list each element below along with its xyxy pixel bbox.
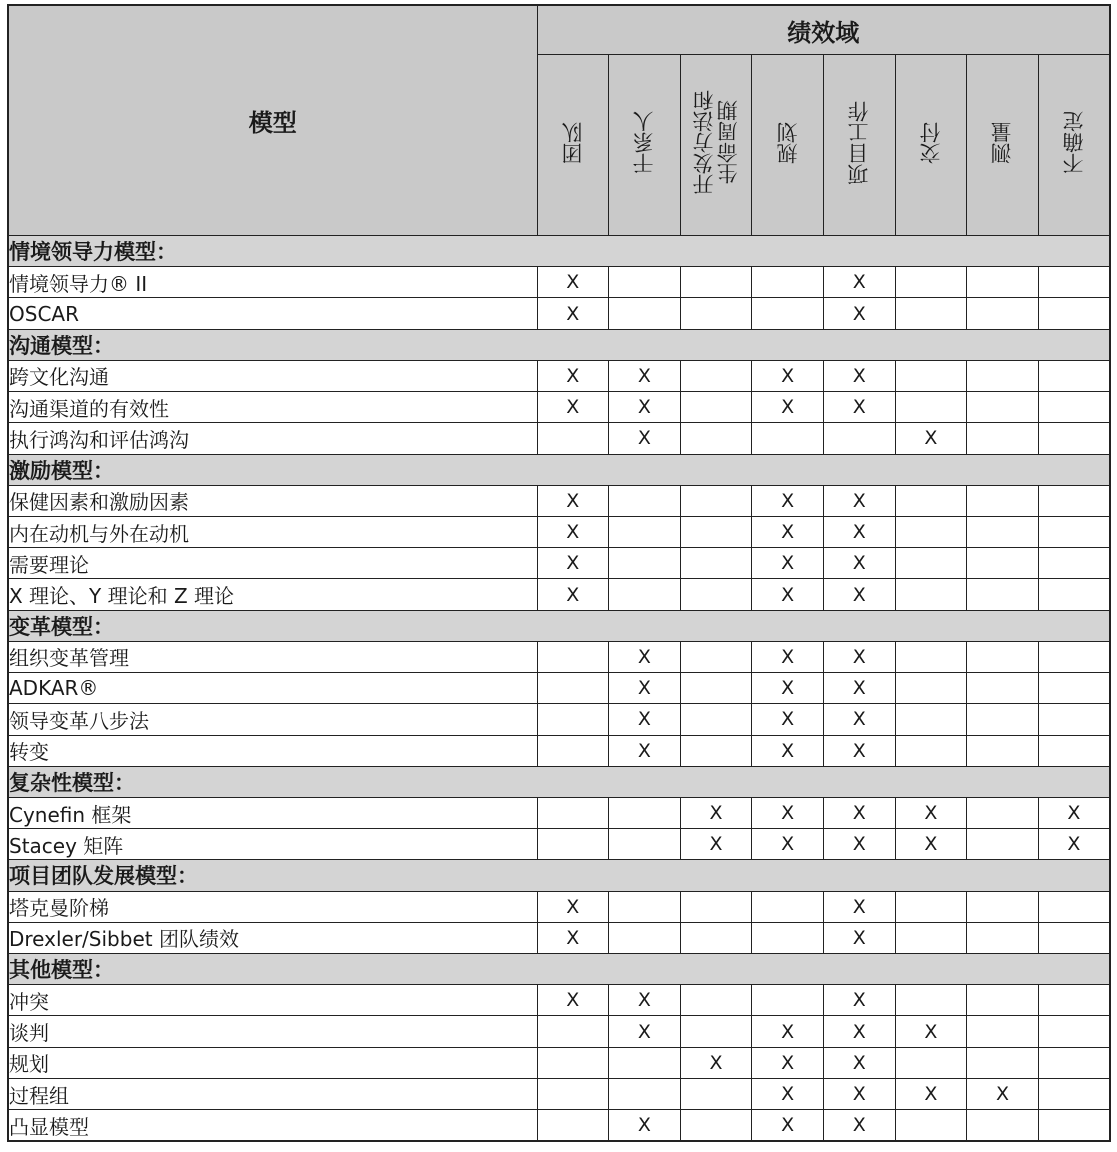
domain-mark-cell: X [609, 1016, 681, 1047]
domain-mark-cell: X [752, 673, 824, 704]
model-row [8, 267, 1110, 298]
domain-mark-cell [967, 704, 1039, 735]
matrix-body [8, 236, 1110, 1142]
domain-mark-cell [1038, 735, 1110, 766]
domain-mark-cell [680, 1078, 752, 1109]
domain-mark-cell [680, 891, 752, 922]
domain-mark-cell [609, 267, 681, 298]
domain-mark-cell: X [824, 1047, 896, 1078]
domain-column-label: 测量 [990, 121, 1015, 164]
model-row [8, 1078, 1110, 1109]
domain-mark-cell: X [824, 267, 896, 298]
domain-mark-cell: X [824, 891, 896, 922]
domain-mark-cell [537, 1047, 609, 1078]
domain-mark-cell [680, 673, 752, 704]
domain-mark-cell [752, 891, 824, 922]
domain-mark-cell: X [537, 392, 609, 423]
domain-mark-cell [967, 298, 1039, 329]
domain-mark-cell: X [609, 735, 681, 766]
domain-mark-cell [1038, 673, 1110, 704]
domain-mark-cell [609, 829, 681, 860]
domain-column-label: 开发方法和 生命周期 [691, 90, 741, 195]
domain-mark-cell [537, 1078, 609, 1109]
domain-mark-cell [967, 267, 1039, 298]
model-domain-matrix [7, 4, 1111, 1142]
domain-mark-cell: X [537, 985, 609, 1016]
domain-mark-cell: X [537, 360, 609, 391]
model-row [8, 891, 1110, 922]
domain-mark-cell: X [824, 673, 896, 704]
model-row [8, 392, 1110, 423]
domain-mark-cell: X [752, 1110, 824, 1141]
domain-mark-cell [1038, 579, 1110, 610]
domain-mark-cell [967, 1047, 1039, 1078]
model-name: 沟通渠道的有效性 [8, 392, 537, 423]
domain-column-header [895, 55, 967, 236]
model-row [8, 1016, 1110, 1047]
domain-mark-cell [680, 267, 752, 298]
model-name: 内在动机与外在动机 [8, 516, 537, 547]
domain-mark-cell: X [824, 298, 896, 329]
domain-mark-cell: X [609, 392, 681, 423]
domain-mark-cell: X [680, 1047, 752, 1078]
domain-mark-cell [609, 922, 681, 953]
domain-mark-cell: X [680, 797, 752, 828]
domain-mark-cell: X [1038, 829, 1110, 860]
domain-mark-cell: X [824, 1078, 896, 1109]
domain-mark-cell [967, 392, 1039, 423]
domain-mark-cell [967, 1016, 1039, 1047]
domain-mark-cell: X [824, 360, 896, 391]
model-name: X 理论、Y 理论和 Z 理论 [8, 579, 537, 610]
domain-mark-cell [609, 298, 681, 329]
domain-mark-cell: X [895, 423, 967, 454]
domain-mark-cell: X [537, 516, 609, 547]
domain-mark-cell [967, 1110, 1039, 1141]
domain-mark-cell [967, 673, 1039, 704]
domain-mark-cell: X [537, 548, 609, 579]
domain-mark-cell [1038, 985, 1110, 1016]
domain-mark-cell [967, 735, 1039, 766]
domain-mark-cell [609, 1047, 681, 1078]
domain-mark-cell [1038, 423, 1110, 454]
domain-mark-cell [895, 360, 967, 391]
domain-mark-cell: X [609, 1110, 681, 1141]
domain-mark-cell [752, 985, 824, 1016]
model-name: Cynefin 框架 [8, 797, 537, 828]
model-row [8, 1047, 1110, 1078]
domain-mark-cell: X [824, 985, 896, 1016]
domain-mark-cell [1038, 1016, 1110, 1047]
domain-mark-cell: X [609, 641, 681, 672]
model-row [8, 922, 1110, 953]
model-row [8, 423, 1110, 454]
domain-mark-cell [967, 360, 1039, 391]
model-row [8, 704, 1110, 735]
model-name: OSCAR [8, 298, 537, 329]
model-name: 组织变革管理 [8, 641, 537, 672]
model-name: 转变 [8, 735, 537, 766]
domain-mark-cell: X [609, 673, 681, 704]
domain-mark-cell: X [537, 891, 609, 922]
model-name: 执行鸿沟和评估鸿沟 [8, 423, 537, 454]
category-row [8, 954, 1110, 985]
domain-mark-cell: X [752, 1047, 824, 1078]
domain-mark-cell: X [824, 735, 896, 766]
domain-mark-cell: X [680, 829, 752, 860]
domain-mark-cell [680, 360, 752, 391]
domain-mark-cell [895, 298, 967, 329]
domain-mark-cell [752, 298, 824, 329]
domain-mark-cell [1038, 548, 1110, 579]
domain-column-header [967, 55, 1039, 236]
domain-mark-cell [967, 423, 1039, 454]
domain-mark-cell [609, 797, 681, 828]
domain-mark-cell: X [537, 579, 609, 610]
performance-domain-header: 绩效域 [537, 5, 1110, 55]
domain-mark-cell [895, 704, 967, 735]
domain-mark-cell: X [824, 516, 896, 547]
domain-mark-cell [895, 485, 967, 516]
model-name: 谈判 [8, 1016, 537, 1047]
domain-mark-cell [680, 922, 752, 953]
category-row [8, 329, 1110, 360]
domain-mark-cell: X [967, 1078, 1039, 1109]
model-name: 冲突 [8, 985, 537, 1016]
domain-mark-cell [967, 641, 1039, 672]
domain-mark-cell: X [752, 392, 824, 423]
model-name: 规划 [8, 1047, 537, 1078]
model-row [8, 641, 1110, 672]
model-row [8, 548, 1110, 579]
domain-mark-cell: X [752, 1016, 824, 1047]
domain-mark-cell [967, 485, 1039, 516]
domain-mark-cell [1038, 922, 1110, 953]
domain-mark-cell [680, 1016, 752, 1047]
model-row [8, 1110, 1110, 1141]
domain-column-header [1038, 55, 1110, 236]
domain-mark-cell [967, 579, 1039, 610]
domain-column-header [609, 55, 681, 236]
domain-mark-cell: X [895, 797, 967, 828]
domain-mark-cell [1038, 1078, 1110, 1109]
domain-mark-cell [967, 516, 1039, 547]
domain-mark-cell: X [537, 267, 609, 298]
model-row [8, 673, 1110, 704]
model-name: 过程组 [8, 1078, 537, 1109]
domain-mark-cell: X [824, 641, 896, 672]
domain-mark-cell: X [752, 829, 824, 860]
domain-mark-cell [967, 922, 1039, 953]
domain-mark-cell [609, 579, 681, 610]
domain-mark-cell [1038, 485, 1110, 516]
model-name: 情境领导力® II [8, 267, 537, 298]
model-row [8, 735, 1110, 766]
domain-mark-cell [680, 1110, 752, 1141]
domain-mark-cell [1038, 516, 1110, 547]
model-row [8, 516, 1110, 547]
domain-column-label: 项目工作 [847, 100, 872, 185]
category-label: 沟通模型： [8, 329, 1110, 360]
domain-mark-cell [752, 267, 824, 298]
domain-mark-cell [1038, 641, 1110, 672]
domain-mark-cell [680, 704, 752, 735]
domain-mark-cell [895, 267, 967, 298]
model-column-header: 模型 [8, 5, 537, 236]
domain-mark-cell [537, 735, 609, 766]
domain-mark-cell: X [824, 829, 896, 860]
domain-mark-cell [609, 1078, 681, 1109]
domain-mark-cell [895, 516, 967, 547]
domain-mark-cell [680, 735, 752, 766]
domain-mark-cell: X [895, 1078, 967, 1109]
domain-mark-cell: X [824, 579, 896, 610]
domain-mark-cell: X [752, 360, 824, 391]
domain-mark-cell [967, 985, 1039, 1016]
domain-mark-cell: X [537, 922, 609, 953]
model-name: 需要理论 [8, 548, 537, 579]
domain-mark-cell [895, 673, 967, 704]
category-label: 其他模型： [8, 954, 1110, 985]
category-row [8, 610, 1110, 641]
domain-mark-cell: X [752, 1078, 824, 1109]
domain-mark-cell [752, 922, 824, 953]
domain-mark-cell [1038, 891, 1110, 922]
domain-column-label: 规划 [775, 121, 800, 164]
domain-mark-cell [967, 797, 1039, 828]
domain-mark-cell: X [824, 548, 896, 579]
domain-column-label: 团队 [560, 121, 585, 164]
domain-mark-cell [752, 423, 824, 454]
model-row [8, 797, 1110, 828]
model-row [8, 985, 1110, 1016]
category-label: 项目团队发展模型： [8, 860, 1110, 891]
domain-mark-cell [895, 641, 967, 672]
domain-mark-cell [895, 922, 967, 953]
domain-mark-cell: X [752, 485, 824, 516]
model-name: ADKAR® [8, 673, 537, 704]
domain-mark-cell: X [824, 922, 896, 953]
model-row [8, 485, 1110, 516]
domain-mark-cell [967, 891, 1039, 922]
domain-mark-cell [1038, 1047, 1110, 1078]
model-name: Drexler/Sibbet 团队绩效 [8, 922, 537, 953]
category-row [8, 454, 1110, 485]
domain-mark-cell: X [752, 579, 824, 610]
domain-mark-cell [609, 516, 681, 547]
domain-mark-cell: X [609, 423, 681, 454]
domain-mark-cell [967, 548, 1039, 579]
domain-mark-cell: X [752, 516, 824, 547]
domain-mark-cell [537, 673, 609, 704]
category-label: 变革模型： [8, 610, 1110, 641]
domain-mark-cell [537, 1016, 609, 1047]
domain-mark-cell [1038, 1110, 1110, 1141]
model-name: 塔克曼阶梯 [8, 891, 537, 922]
domain-mark-cell [895, 392, 967, 423]
domain-mark-cell: X [609, 360, 681, 391]
domain-mark-cell [895, 1047, 967, 1078]
domain-mark-cell [537, 1110, 609, 1141]
matrix-header [8, 5, 1110, 236]
category-label: 激励模型： [8, 454, 1110, 485]
domain-mark-cell [895, 985, 967, 1016]
domain-column-label: 交付 [918, 121, 943, 164]
domain-mark-cell: X [824, 392, 896, 423]
domain-column-header [752, 55, 824, 236]
domain-mark-cell: X [752, 548, 824, 579]
domain-mark-cell [680, 298, 752, 329]
model-row [8, 298, 1110, 329]
domain-column-header [537, 55, 609, 236]
domain-mark-cell: X [824, 485, 896, 516]
domain-mark-cell: X [609, 985, 681, 1016]
domain-mark-cell [680, 641, 752, 672]
domain-mark-cell [680, 516, 752, 547]
model-name: 保健因素和激励因素 [8, 485, 537, 516]
domain-mark-cell [680, 423, 752, 454]
domain-mark-cell [895, 891, 967, 922]
domain-column-header [824, 55, 896, 236]
domain-mark-cell: X [752, 735, 824, 766]
domain-mark-cell: X [895, 829, 967, 860]
domain-mark-cell [895, 579, 967, 610]
domain-column-label: 干系人 [632, 111, 657, 174]
model-name: Stacey 矩阵 [8, 829, 537, 860]
model-row [8, 579, 1110, 610]
domain-mark-cell: X [609, 704, 681, 735]
domain-mark-cell: X [752, 797, 824, 828]
domain-mark-cell [680, 485, 752, 516]
domain-mark-cell [824, 423, 896, 454]
model-row [8, 829, 1110, 860]
domain-mark-cell: X [895, 1016, 967, 1047]
model-name: 领导变革八步法 [8, 704, 537, 735]
category-row [8, 236, 1110, 267]
domain-mark-cell [609, 485, 681, 516]
domain-mark-cell [1038, 267, 1110, 298]
domain-mark-cell: X [1038, 797, 1110, 828]
domain-mark-cell: X [824, 1016, 896, 1047]
domain-column-label: 不确定 [1061, 111, 1086, 174]
domain-mark-cell: X [824, 797, 896, 828]
model-name: 跨文化沟通 [8, 360, 537, 391]
domain-mark-cell [967, 829, 1039, 860]
domain-mark-cell [680, 985, 752, 1016]
domain-mark-cell [537, 704, 609, 735]
domain-mark-cell [537, 829, 609, 860]
domain-mark-cell [680, 392, 752, 423]
domain-mark-cell [680, 548, 752, 579]
domain-mark-cell [1038, 392, 1110, 423]
category-row [8, 766, 1110, 797]
domain-mark-cell [537, 423, 609, 454]
domain-mark-cell [1038, 298, 1110, 329]
domain-mark-cell: X [824, 1110, 896, 1141]
domain-mark-cell [1038, 360, 1110, 391]
domain-mark-cell: X [824, 704, 896, 735]
domain-mark-cell [680, 579, 752, 610]
domain-mark-cell: X [537, 485, 609, 516]
domain-mark-cell [1038, 704, 1110, 735]
domain-mark-cell: X [752, 704, 824, 735]
domain-mark-cell [895, 548, 967, 579]
domain-mark-cell: X [537, 298, 609, 329]
model-name: 凸显模型 [8, 1110, 537, 1141]
domain-mark-cell [537, 797, 609, 828]
domain-mark-cell [609, 548, 681, 579]
domain-mark-cell: X [752, 641, 824, 672]
domain-column-header [680, 55, 752, 236]
domain-mark-cell [895, 735, 967, 766]
category-label: 情境领导力模型： [8, 236, 1110, 267]
domain-mark-cell [609, 891, 681, 922]
domain-mark-cell [537, 641, 609, 672]
domain-mark-cell [895, 1110, 967, 1141]
category-row [8, 860, 1110, 891]
model-row [8, 360, 1110, 391]
category-label: 复杂性模型： [8, 766, 1110, 797]
